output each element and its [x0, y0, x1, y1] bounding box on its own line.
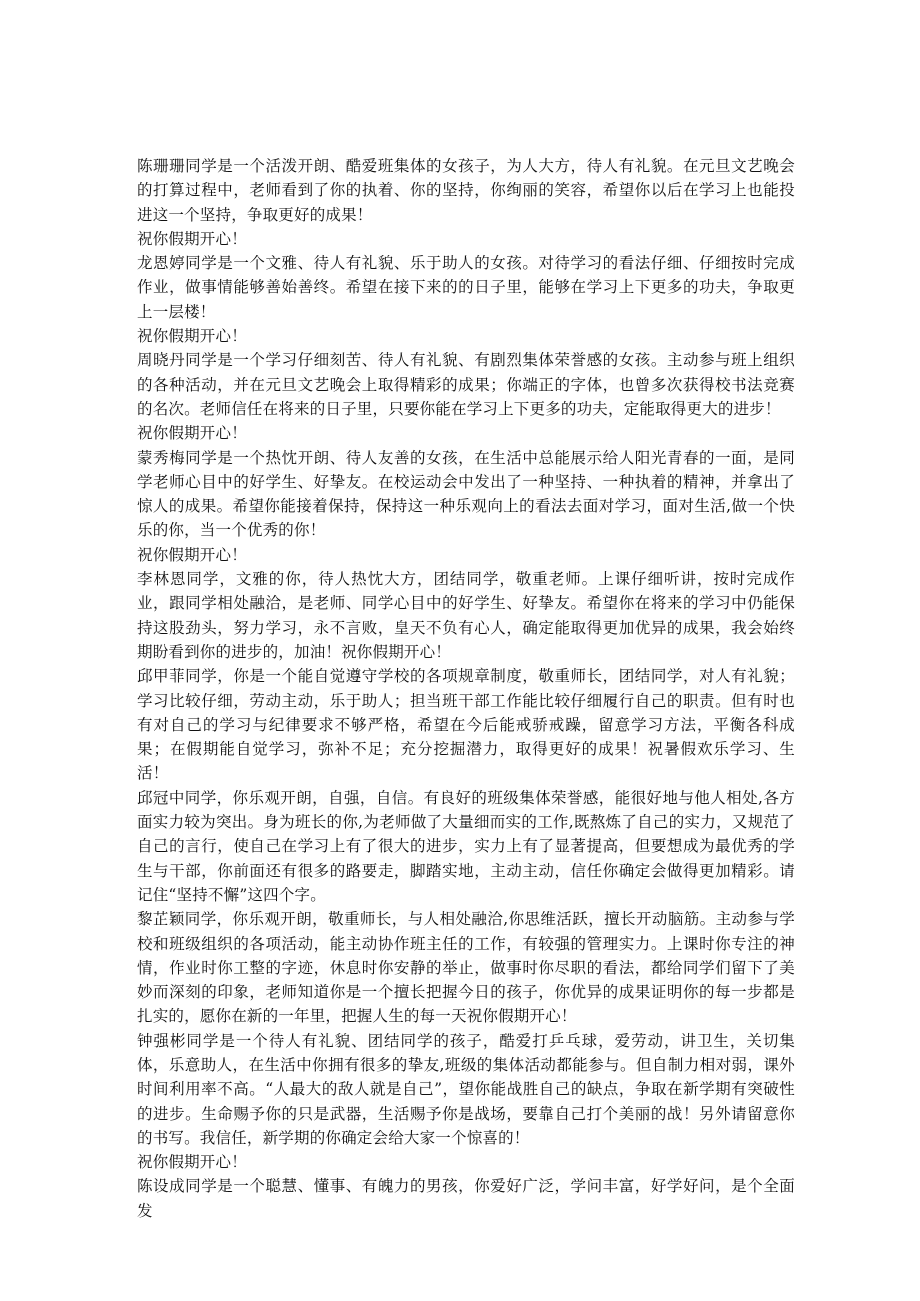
comment-paragraph: 钟强彬同学是一个待人有礼貌、团结同学的孩子，酷爱打乒乓球，爱劳动，讲卫生，关切集体，乐意助人，在生活中你拥有很多的挚友,班级的集体活动都能参与。但自制力相对弱，课外时间利用率不高。“人最大的敌人就是自己”，望你能战胜自己的缺点，争取在新学期有突破性的进步。生命赐予你的只是武器，生活赐予你是战场，要靠自己打个美丽的战！另外请留意你的书写。我信任，新学期的你确定会给大家一个惊喜的！ [137, 1031, 795, 1147]
comment-paragraph: 黎芷颖同学，你乐观开朗，敬重师长，与人相处融洽,你思维活跃，擅长开动脑筋。主动参与学校和班级组织的各项活动，能主动协作班主任的工作，有较强的管理实力。上课时你专注的神情，作业时你工整的字迹，休息时你安静的举止，做事时你尽职的看法，都给同学们留下了美妙而深刻的印象，老师知道你是一个擅长把握今日的孩子，你优异的成果证明你的每一步都是扎实的，愿你在新的一年里，把握人生的每一天祝你假期开心！ [137, 910, 795, 1026]
holiday-wish: 祝你假期开心！ [137, 327, 247, 346]
comment-paragraph: 陈设成同学是一个聪慧、懂事、有魄力的男孩，你爱好广泛，学问丰富，好学好问，是个全面发 [137, 1177, 795, 1220]
comment-paragraph: 蒙秀梅同学是一个热忱开朗、待人友善的女孩，在生活中总能展示给人阳光青春的一面，是同学老师心目中的好学生、好挚友。在校运动会中发出了一种坚持、一种执着的精神，并拿出了惊人的成果。希望你能接着保持，保持这一种乐观向上的看法去面对学习，面对生活,做一个快乐的你，当一个优秀的你！ [137, 448, 795, 540]
holiday-wish: 祝你假期开心！ [137, 229, 247, 248]
comment-paragraph: 邱冠中同学，你乐观开朗，自强，自信。有良好的班级集体荣誉感，能很好地与他人相处,各方面实力较为突出。身为班长的你,为老师做了大量细而实的工作,既熬炼了自己的实力，又规范了自己的言行，使自己在学习上有了很大的进步，实力上有了显著提高，但要想成为最优秀的学生与干部，你前面还有很多的路要走，脚踏实地，主动主动，信任你确定会做得更加精彩。请记住“坚持不懈”这四个字。 [137, 788, 795, 904]
holiday-wish: 祝你假期开心！ [137, 1153, 247, 1172]
holiday-wish: 祝你假期开心！ [137, 545, 247, 564]
comment-paragraph: 李林恩同学，文雅的你，待人热忱大方，团结同学，敬重老师。上课仔细听讲，按时完成作业，跟同学相处融洽，是老师、同学心目中的好学生、好挚友。希望你在将来的学习中仍能保持这股劲头，努力学习，永不言败，皇天不负有心人，确定能取得更加优异的成果，我会始终期盼看到你的进步的，加油！祝你假期开心！ [137, 570, 795, 661]
comment-paragraph: 陈珊珊同学是一个活泼开朗、酷爱班集体的女孩子，为人大方，待人有礼貌。在元旦文艺晚会的打算过程中，老师看到了你的执着、你的坚持，你绚丽的笑容，希望你以后在学习上也能投进这一个坚持，争取更好的成果！ [137, 157, 795, 224]
comment-paragraph: 周晓丹同学是一个学习仔细刻苦、待人有礼貌、有剧烈集体荣誉感的女孩。主动参与班上组织的各种活动，并在元旦文艺晚会上取得精彩的成果；你端正的字体，也曾多次获得校书法竞赛的名次。老师信任在将来的日子里，只要你能在学习上下更多的功夫，定能取得更大的进步！ [137, 351, 795, 418]
comment-paragraph: 龙恩婷同学是一个文雅、待人有礼貌、乐于助人的女孩。对待学习的看法仔细、仔细按时完成作业，做事情能够善始善终。希望在接下来的的日子里，能够在学习上下更多的功夫，争取更上一层楼！ [137, 254, 795, 321]
comment-paragraph: 邱甲菲同学，你是一个能自觉遵守学校的各项规章制度，敬重师长，团结同学，对人有礼貌；学习比较仔细，劳动主动，乐于助人；担当班干部工作能比较仔细履行自己的职责。但有时也有对自己的学习与纪律要求不够严格，希望在今后能戒骄戒躁，留意学习方法，平衡各科成果；在假期能自觉学习，弥补不足；充分挖掘潜力，取得更好的成果！祝暑假欢乐学习、生活！ [137, 667, 795, 783]
holiday-wish: 祝你假期开心！ [137, 424, 247, 443]
document-body [137, 154, 795, 1223]
